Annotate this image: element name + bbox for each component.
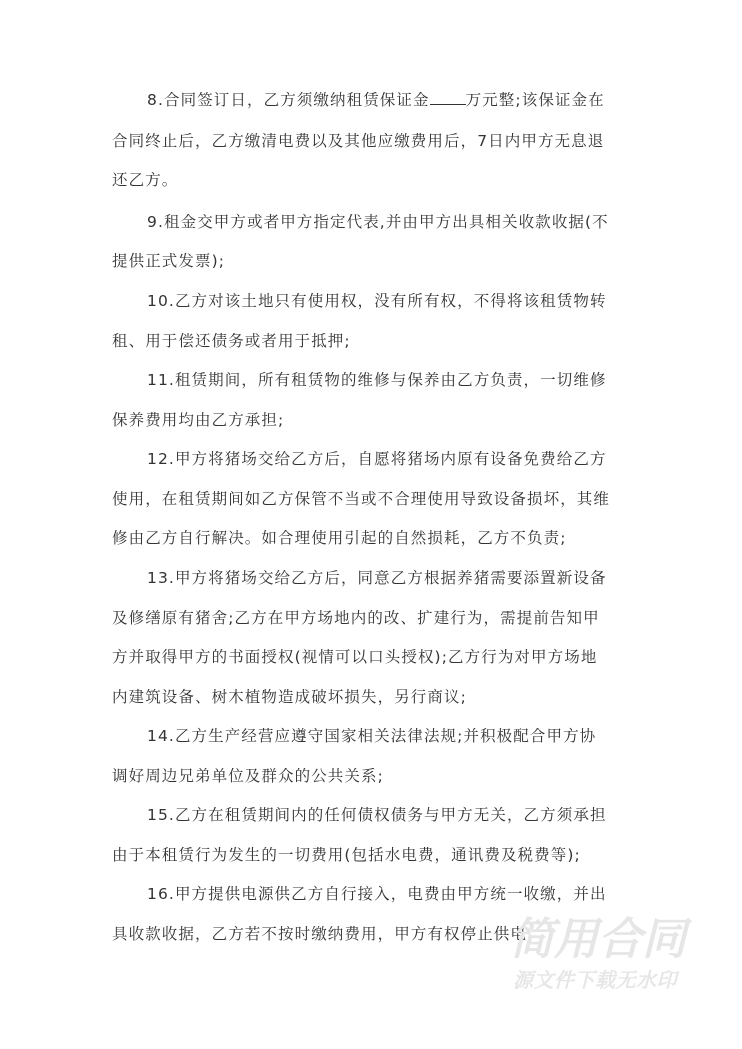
clause-14-line-2: 调好周边兄弟单位及群众的公共关系; xyxy=(112,767,384,785)
clause-9-line-2: 提供正式发票); xyxy=(112,252,226,270)
clause-8-line-3: 还乙方。 xyxy=(112,171,179,189)
clause-12-line-1: 12.甲方将猪场交给乙方后，自愿将猪场内原有设备免费给乙方 xyxy=(147,450,607,468)
clause-9-line-1: 9.租金交甲方或者甲方指定代表,并由甲方出具相关收款收据(不 xyxy=(147,213,609,231)
clause-8-line-2: 合同终止后，乙方缴清电费以及其他应缴费用后，7日内甲方无息退 xyxy=(112,132,605,150)
clause-15-line-1: 15.乙方在租赁期间内的任何债权债务与甲方无关，乙方须承担 xyxy=(147,806,607,824)
clause-13-line-4: 内建筑设备、树木植物造成破坏损失，另行商议; xyxy=(112,688,467,706)
clause-12-line-3: 修由乙方自行解决。如合理使用引起的自然损耗，乙方不负责; xyxy=(112,529,567,547)
clause-11-line-1: 11.租赁期间，所有租赁物的维修与保养由乙方负责，一切维修 xyxy=(147,371,607,389)
clause-16-line-1: 16.甲方提供电源供乙方自行接入，电费由甲方统一收缴，并出 xyxy=(147,885,607,903)
clause-15-line-2: 由于本租赁行为发生的一切费用(包括水电费，通讯费及税费等); xyxy=(112,846,581,864)
clause-text: 8.合同签订日，乙方须缴纳租赁保证金 xyxy=(147,91,430,109)
watermark-subtitle: 源文件下载无水印 xyxy=(513,968,677,992)
clause-11-line-2: 保养费用均由乙方承担; xyxy=(112,411,285,429)
blank-fill-line xyxy=(430,90,466,105)
clause-13-line-1: 13.甲方将猪场交给乙方后，同意乙方根据养猪需要添置新设备 xyxy=(147,569,607,587)
clause-13-line-3: 方并取得甲方的书面授权(视情可以口头授权);乙方行为对甲方场地 xyxy=(112,648,598,666)
clause-10-line-1: 10.乙方对该土地只有使用权，没有所有权，不得将该租赁物转 xyxy=(147,292,607,310)
clause-14-line-1: 14.乙方生产经营应遵守国家相关法律法规;并积极配合甲方协 xyxy=(147,727,597,745)
clause-text: 万元整;该保证金在 xyxy=(465,91,605,109)
clause-13-line-2: 及修缮原有猪舍;乙方在甲方场地内的改、扩建行为，需提前告知甲 xyxy=(112,609,600,627)
watermark-logo: 简用合同 xyxy=(510,914,686,965)
clause-8-line-1 xyxy=(147,88,667,112)
clause-12-line-2: 使用，在租赁期间如乙方保管不当或不合理使用导致设备损坏，其维 xyxy=(112,490,611,508)
clause-10-line-2: 租、用于偿还债务或者用于抵押; xyxy=(112,332,351,350)
clause-16-line-2: 具收款收据，乙方若不按时缴纳费用，甲方有权停止供电; xyxy=(112,925,534,943)
